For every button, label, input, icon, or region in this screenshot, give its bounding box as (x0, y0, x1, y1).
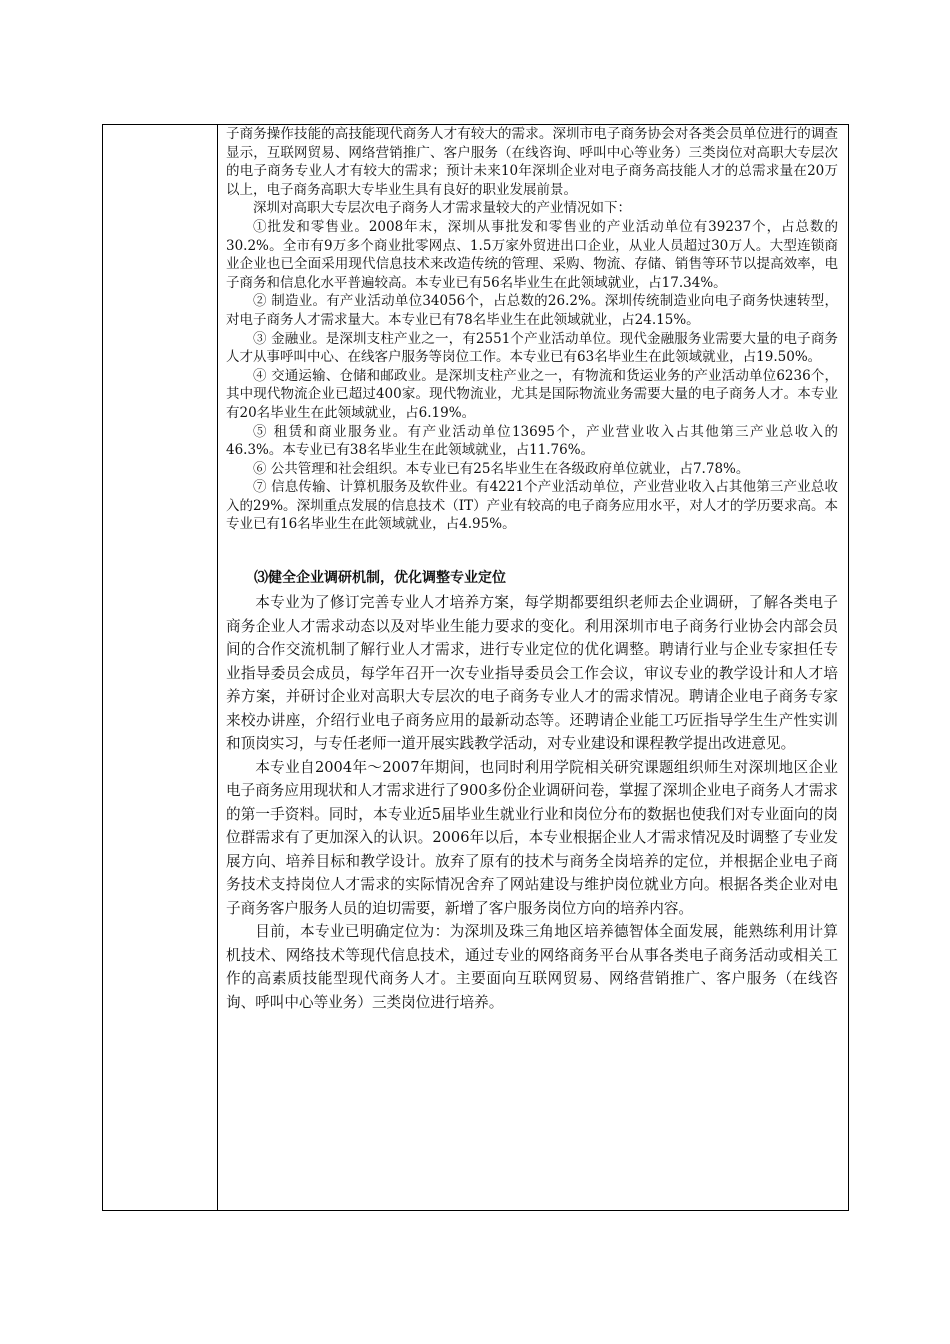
research-section (226, 591, 838, 1014)
paragraph: ⑥ 公共管理和社会组织。本专业已有25名毕业生在各级政府单位就业，占7.78%。 (253, 460, 750, 477)
paragraph: 目前，本专业已明确定位为：为深圳及珠三角地区培养德智体全面发展，能熟练利用计算机技术、网络技术等现代信息技术，通过专业的网络商务平台从事各类电子商务活动或相关工作的高素质技能型现代商务人才。主要面向互联网贸易、网络营销推广、客户服务（在线咨询、呼叫中心等业务）三类岗位进行培养。 (226, 923, 838, 1011)
paragraph: 本专业自2004年～2007年期间，也同时利用学院相关研究课题组织师生对深圳地区企业电子商务应用现状和人才需求进行了900多份企业调研问卷，掌握了深圳企业电子商务人才需求的第一手资料。同时，本专业近5届毕业生就业行业和岗位分布的数据也使我们对专业面向的岗位群需求有了更加深入的认识。2006年以后，本专业根据企业人才需求情况及时调整了专业发展方向、培养目标和教学设计。放弃了原有的技术与商务全岗培养的定位，并根据企业电子商务技术支持岗位人才需求的实际情况舍弃了网站建设与维护岗位就业方向。根据各类企业对电子商务客户服务人员的迫切需要，新增了客户服务岗位方向的培养内容。 (226, 758, 838, 917)
paragraph: ①批发和零售业。2008年末，深圳从事批发和零售业的产业活动单位有39237个，占总数的30.2%。全市有9万多个商业批零网点、1.5万家外贸进出口企业，从业人员超过30万人。大型连锁商业企业也已全面采用现代信息技术来改造传统的管理、采购、物流、存储、销售等环节以提高效率，电子商务和信息化水平普遍较高。本专业已有56名毕业生在此领域就业，占17.34%。 (226, 218, 838, 291)
paragraph: 本专业为了修订完善专业人才培养方案，每学期都要组织老师去企业调研，了解各类电子商务企业人才需求动态以及对毕业生能力要求的变化。利用深圳市电子商务行业协会内部会员间的合作交流机制了解行业人才需求，进行专业定位的优化调整。聘请行业与企业专家担任专业指导委员会成员，每学年召开一次专业指导委员会工作会议，审议专业的教学设计和人才培养方案，并研讨企业对高职大专层次的电子商务专业人才的需求情况。聘请企业电子商务专家来校办讲座，介绍行业电子商务应用的最新动态等。还聘请企业能工巧匠指导学生生产性实训和顶岗实习，与专任老师一道开展实践教学活动，对专业建设和课程教学提出改进意见。 (226, 594, 838, 753)
column-divider (217, 125, 218, 1210)
content-cell (226, 125, 838, 1014)
paragraph: ⑦ 信息传输、计算机服务及软件业。有4221个产业活动单位，产业营业收入占其他第三产业总收入的29%。深圳重点发展的信息技术（IT）产业有较高的电子商务应用水平，对人才的学历要求高。本专业已有16名毕业生在此领域就业，占4.95%。 (226, 479, 838, 533)
industry-section (226, 125, 838, 534)
spacer (226, 534, 838, 567)
paragraph: ④ 交通运输、仓储和邮政业。是深圳支柱产业之一，有物流和货运业务的产业活动单位6236个，其中现代物流企业已超过400家。现代物流业，尤其是国际物流业务需要大量的电子商务人才。本专业有20名毕业生在此领域就业，占6.19%。 (226, 367, 838, 421)
section-heading: ⑶健全企业调研机制，优化调整专业定位 (254, 570, 506, 587)
document-table (102, 124, 849, 1211)
paragraph: ③ 金融业。是深圳支柱产业之一，有2551个产业活动单位。现代金融服务业需要大量的电子商务人才从事呼叫中心、在线客户服务等岗位工作。本专业已有63名毕业生在此领域就业，占19.50%。 (226, 330, 838, 366)
paragraph: 子商务操作技能的高技能现代商务人才有较大的需求。深圳市电子商务协会对各类会员单位进行的调查显示，互联网贸易、网络营销推广、客户服务（在线咨询、呼叫中心等业务）三类岗位对高职大专层次的电子商务专业人才有较大的需求；预计未来10年深圳企业对电子商务高技能人才的总需求量在20万以上，电子商务高职大专毕业生具有良好的职业发展前景。 (226, 126, 838, 198)
paragraph: ② 制造业。有产业活动单位34056个，占总数的26.2%。深圳传统制造业向电子商务快速转型，对电子商务人才需求量大。本专业已有78名毕业生在此领域就业，占24.15%。 (226, 293, 838, 328)
paragraph: ⑤ 租赁和商业服务业。有产业活动单位13695个，产业营业收入占其他第三产业总收入的46.3%。本专业已有38名毕业生在此领域就业，占11.76%。 (226, 423, 838, 459)
paragraph: 深圳对高职大专层次电子商务人才需求量较大的产业情况如下： (253, 200, 631, 217)
